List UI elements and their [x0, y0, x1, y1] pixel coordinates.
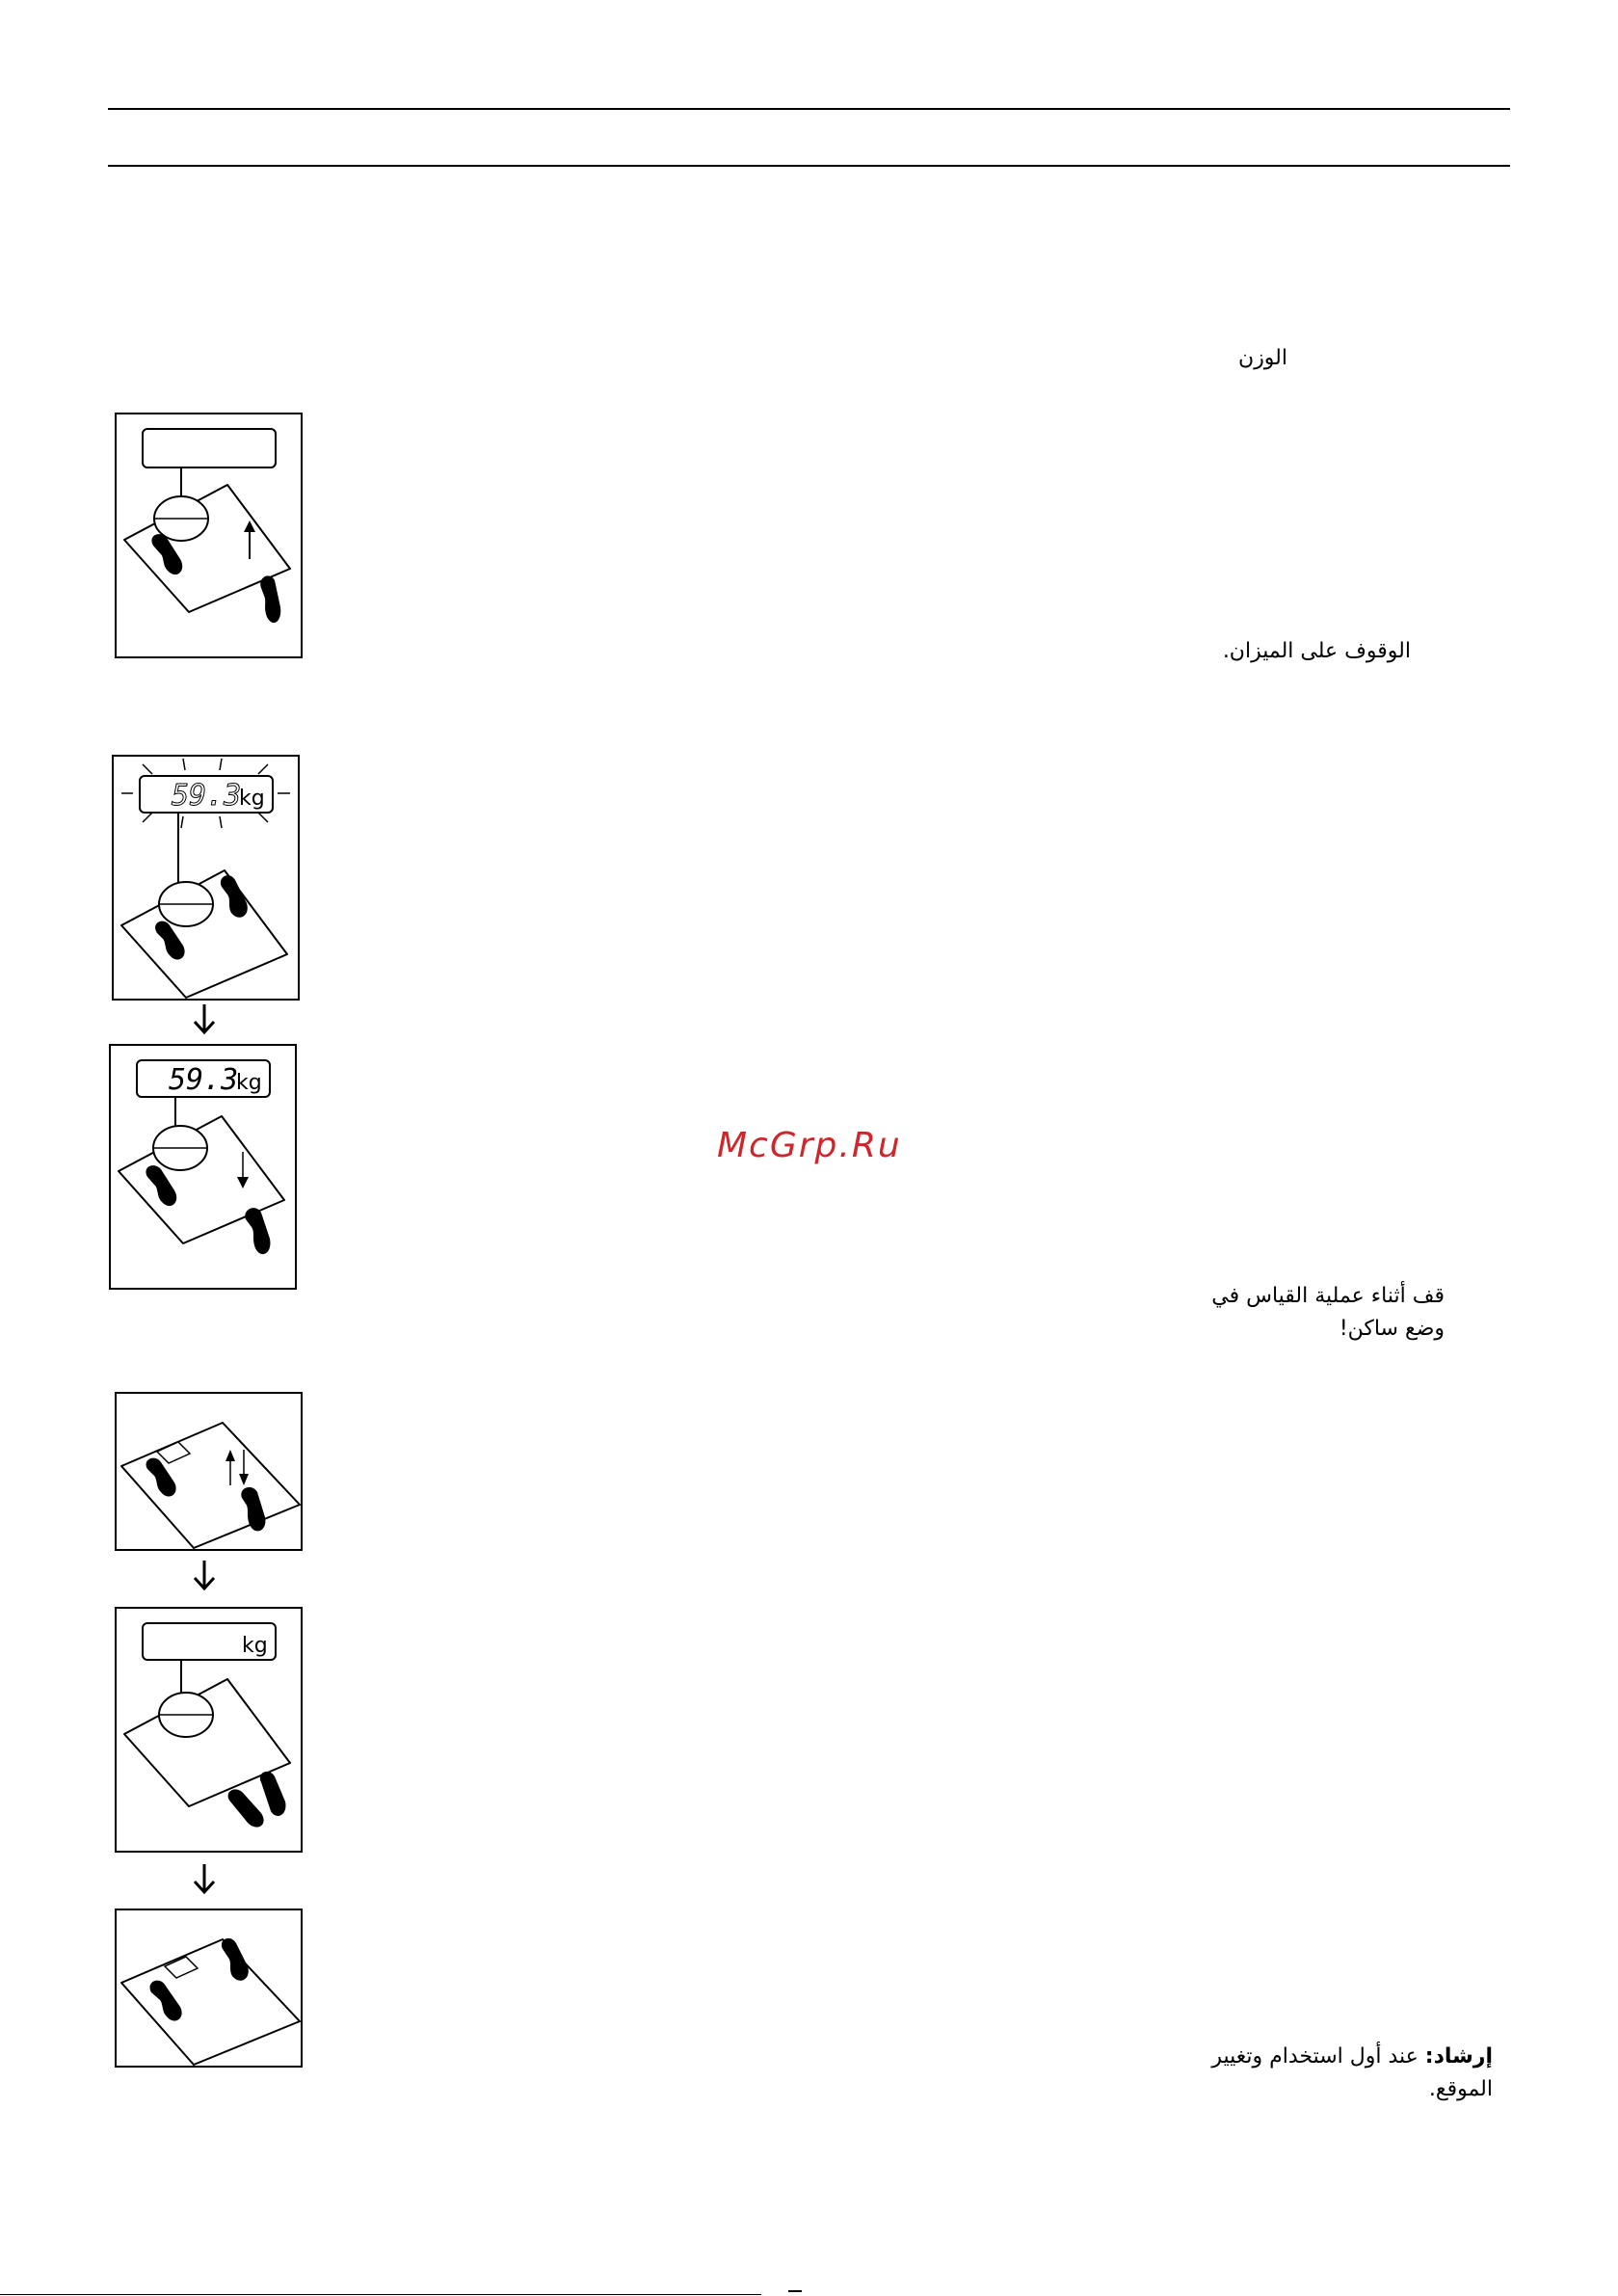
- scale-platform: [121, 1939, 300, 2065]
- scale-illustration-ready: [117, 1910, 305, 2069]
- header-rule-bottom: [108, 165, 1510, 167]
- footer-tick: [788, 2290, 802, 2292]
- right-foot-icon: [245, 1208, 270, 1254]
- scale-illustration-step-on: [117, 414, 305, 660]
- display-value: 59.3: [169, 1063, 239, 1097]
- footer-rule: [0, 2294, 761, 2295]
- display-unit: kg: [236, 1071, 262, 1095]
- scale-illustration-done: [111, 1046, 299, 1292]
- figure-step-on: [115, 413, 303, 658]
- scale-platform: [121, 1423, 300, 1548]
- hint-text: عند أول استخدام وتغيير: [1211, 2044, 1425, 2069]
- hint-line1: [1211, 2041, 1493, 2073]
- scale-illustration-tap: [117, 1394, 305, 1553]
- figure-measuring-blink: [112, 755, 300, 1001]
- down-arrow-icon: [190, 1002, 219, 1037]
- figure-display-kg: [115, 1607, 303, 1853]
- stand-still-line1: قف أثناء عملية القياس في: [1211, 1284, 1445, 1308]
- down-arrow-icon: [190, 1862, 219, 1897]
- step-on-text: الوقوف على الميزان.: [1222, 639, 1411, 663]
- right-foot-icon: [260, 1772, 286, 1816]
- watermark: McGrp.Ru: [717, 1126, 902, 1165]
- scale-illustration-blink: [114, 757, 302, 1002]
- hint-line2: الموقع.: [1428, 2077, 1493, 2101]
- left-foot-icon: [228, 1789, 264, 1827]
- right-foot-icon: [260, 575, 280, 623]
- header-rule-top: [108, 108, 1510, 110]
- weight-heading: الوزن: [1238, 346, 1287, 370]
- figure-ready: [115, 1909, 303, 2068]
- hint-label: إرشاد:: [1424, 2044, 1493, 2069]
- stand-still-line2: وضع ساكن!: [1339, 1317, 1445, 1341]
- down-arrow-icon: [190, 1559, 219, 1593]
- figure-calibrate-tap: [115, 1392, 303, 1551]
- display-unit: kg: [242, 1634, 268, 1658]
- display-value-blink: 59.3: [172, 779, 242, 813]
- display-box: [143, 429, 276, 467]
- display-unit: kg: [239, 787, 265, 811]
- figure-measurement-done: [109, 1044, 297, 1290]
- scale-illustration-kg: [117, 1609, 305, 1855]
